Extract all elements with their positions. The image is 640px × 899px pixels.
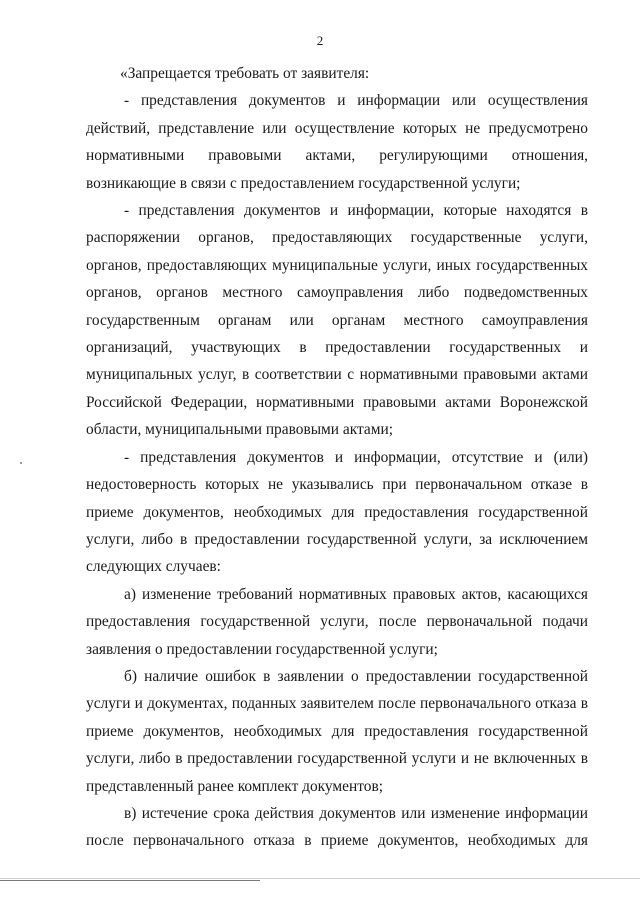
document-body bbox=[86, 60, 588, 855]
scan-bottom-edge-shadow bbox=[0, 880, 260, 881]
intro-paragraph: «Запрещается требовать от заявителя: bbox=[120, 65, 370, 82]
page-number: 2 bbox=[316, 33, 324, 48]
paragraph-requirement-1: - представления документов и информации или осуществления действий, представление или осуществление которых не предусмотрено нормативными правовыми актами, регулирующими отношения, возникающие в связи с предоставлением государственной услуги; bbox=[86, 92, 588, 192]
paragraph-case-v: в) истечение срока действия документов или изменение информации после первоначального отказа в приеме документов, необходимых для bbox=[86, 804, 588, 850]
paragraph-case-a: а) изменение требований нормативных правовых актов, касающихся предоставления государственной услуги, после первоначальной подачи заявления о предоставлении государственной услуги; bbox=[86, 585, 588, 658]
scan-bottom-edge bbox=[0, 878, 640, 879]
paragraph-requirement-2: - представления документов и информации, которые находятся в распоряжении органов, предоставляющих государственные услуги, органов, предоставляющих муниципальные услуги, иных государственных органов, органов местного самоуправления либо подведомственных государственным органам или органам местного самоуправления организаций, участвующих в предоставлении государственных и муниципальных услуг, в соответствии с нормативными правовыми актами Российской Федерации, нормативными правовыми актами Воронежской области, муниципальными правовыми актами; bbox=[86, 202, 588, 439]
paragraph-requirement-3: - представления документов и информации, отсутствие и (или) недостоверность которых не указывались при первоначальном отказе в приеме документов, необходимых для предоставления государственной услуги, либо в предоставлении государственной услуги, за исключением следующих случаев: bbox=[86, 448, 588, 576]
paragraph-case-b: б) наличие ошибок в заявлении о предоставлении государственной услуги и документах, поданных заявителем после первоначального отказа в приеме документов, необходимых для предоставления государственной услуги, либо в предоставлении государственной услуги и не включенных в представленный ранее комплект документов; bbox=[86, 667, 588, 795]
scan-margin-mark bbox=[20, 462, 22, 464]
